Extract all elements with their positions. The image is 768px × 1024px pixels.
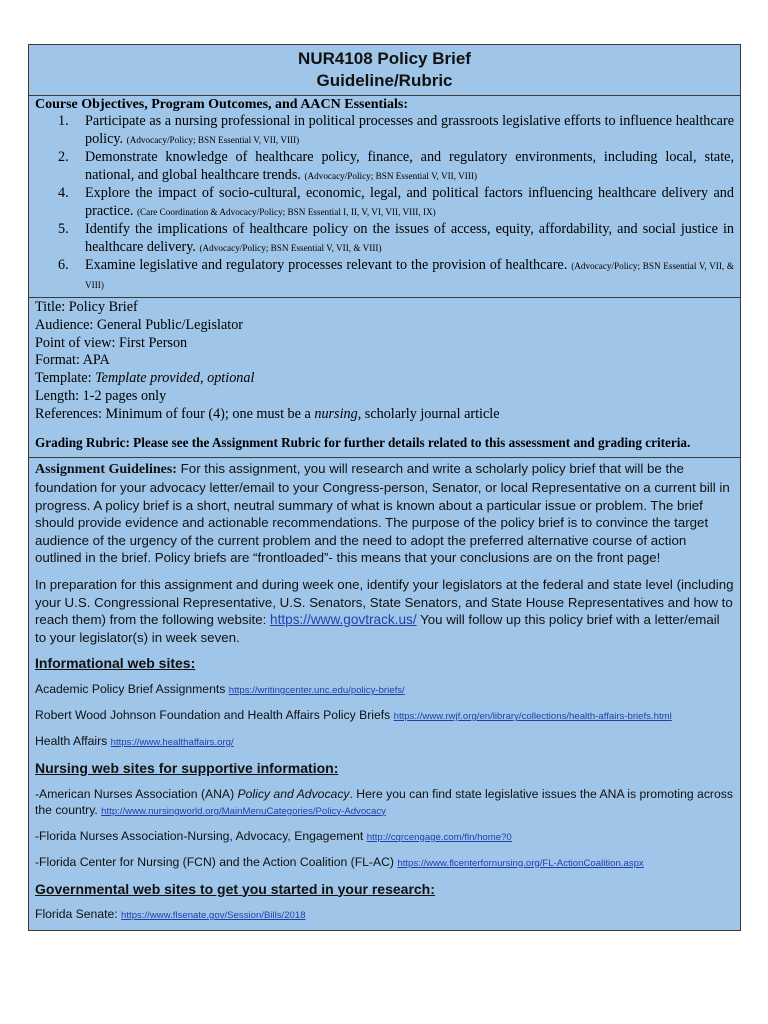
document-subtitle: Guideline/Rubric [316,71,453,90]
informational-sites-heading: Informational web sites: [35,655,196,672]
nursing-site-row: -Florida Center for Nursing (FCN) and the Action Coalition (FL-AC) https://www.flcenterfornursing.org/FL-ActionCoalition.aspx [35,854,644,869]
detail-template: Template: Template provided, optional [35,370,255,387]
rubric-document [28,44,741,931]
objective-text: Explore the impact of socio-cultural, economic, legal, and political factors influencing healthcare delivery and practice. [85,185,734,219]
detail-point-of-view: Point of view: First Person [35,334,188,351]
nursing-site-row: -Florida Nurses Association-Nursing, Advocacy, Engagement http://cqrcengage.com/fln/home?0 [35,828,512,843]
info-site-link[interactable]: https://writingcenter.unc.edu/policy-briefs/ [228,684,405,696]
objective-ref: (Advocacy/Policy; BSN Essential V, VII, & VIII) [85,261,735,290]
objective-text: Participate as a nursing professional in political processes and grassroots legislative efforts to influence healthcare policy. [85,113,734,147]
florida-senate-link[interactable]: https://www.flsenate.gov/Session/Bills/2018 [121,910,306,922]
assignment-guidelines [29,458,740,930]
ana-link[interactable]: http://www.nursingworld.org/MainMenuCategories/Policy-Advocacy [101,805,386,817]
fcn-link[interactable]: https://www.flcenterfornursing.org/FL-ActionCoalition.aspx [397,857,644,869]
info-site-row: Academic Policy Brief Assignments https://writingcenter.unc.edu/policy-briefs/ [35,681,405,696]
objective-item: 1. Participate as a nursing professional in political processes and grassroots legislative efforts to influence healthcare policy. (Advocacy/Policy; BSN Essential V, VII, VIII) [58,113,734,147]
guidelines-paragraph: Assignment Guidelines: For this assignment, you will research and write a scholarly policy brief that will be the foundation for your advocacy letter/email to your Congress-person, Senator, or local Representative on a current bill in progress. A policy brief is a short, neutral summary of what is known about a particular issue or problem. The brief should provide evidence and actionable recommendations. The purpose of the policy brief is to convince the target audience of the urgency of the current problem and the need to adopt the preferred alternative course of action outlined in the brief. Policy briefs are “frontloaded”- this means that your conclusions are on the front page! [35,461,730,566]
detail-title: Title: Policy Brief [35,299,138,315]
objective-ref: (Advocacy/Policy; BSN Essential V, VII, & VIII) [199,242,382,253]
fna-link[interactable]: http://cqrcengage.com/fln/home?0 [366,831,512,843]
objective-text: Identify the implications of healthcare policy on the issues of access, equity, affordability, and social justice in healthcare delivery. [85,221,734,255]
objective-item: 4. Explore the impact of socio-cultural, economic, legal, and political factors influencing healthcare delivery and practice. (Care Coordination & Advocacy/Policy; BSN Essential I, II, V, VI, VII, VIII, IX) [58,185,734,219]
objective-text: Examine legislative and regulatory processes relevant to the provision of healthcare. [85,257,568,273]
detail-audience: Audience: General Public/Legislator [35,316,244,333]
nursing-site-row: -American Nurses Association (ANA) Policy and Advocacy. Here you can find state legislative issues the ANA is promoting across the country. http://www.nursingworld.org/MainMenuCategories/Policy-Advocacy [35,786,733,817]
info-site-link[interactable]: https://www.rwjf.org/en/library/collections/health-affairs-briefs.html [393,710,672,722]
info-site-row: Health Affairs https://www.healthaffairs.org/ [35,733,234,748]
info-site-link[interactable]: https://www.healthaffairs.org/ [110,736,234,748]
objective-ref: (Advocacy/Policy; BSN Essential V, VII, VIII) [126,134,300,145]
document-title: NUR4108 Policy Brief [298,49,471,68]
legislators-paragraph: In preparation for this assignment and during week one, identify your legislators at the federal and state level (including your U.S. Congressional Representative, U.S. Senators, State Senators, and State House Representatives and how to reach them) from the following website: https://www.govtrack.us/ You will follow up this policy brief with a letter/email to your legislator(s) in week seven. [35,576,734,645]
objective-ref: (Care Coordination & Advocacy/Policy; BSN Essential I, II, V, VI, VII, VIII, IX) [136,206,436,217]
detail-references: References: Minimum of four (4); one must be a nursing, scholarly journal article [35,405,500,422]
objective-item: 5. Identify the implications of healthcare policy on the issues of access, equity, affordability, and social justice in healthcare delivery. (Advocacy/Policy; BSN Essential V, VII, & VIII) [58,221,734,255]
assignment-details [29,298,740,458]
objectives-section [29,96,740,298]
gov-site-row: Florida Senate: https://www.flsenate.gov/Session/Bills/2018 [35,907,306,922]
guidelines-lead: Assignment Guidelines: [35,462,177,478]
objectives-heading: Course Objectives, Program Outcomes, and AACN Essentials: [35,97,409,112]
objectives-list [35,113,734,294]
objective-item: 6. Examine legislative and regulatory processes relevant to the provision of healthcare. (Advocacy/Policy; BSN Essential V, VII, & VIII) [58,257,735,290]
document-header [29,45,740,96]
nursing-sites-heading: Nursing web sites for supportive information: [35,759,339,776]
objective-text: Demonstrate knowledge of healthcare policy, finance, and regulatory environments, including local, state, national, and global healthcare trends. [85,149,734,183]
info-site-row: Robert Wood Johnson Foundation and Health Affairs Policy Briefs https://www.rwjf.org/en/library/collections/health-affairs-briefs.html [35,707,672,722]
objective-ref: (Advocacy/Policy; BSN Essential V, VII, VIII) [304,170,478,181]
governmental-sites-heading: Governmental web sites to get you started in your research: [35,880,435,897]
detail-format: Format: APA [35,352,110,369]
govtrack-link[interactable]: https://www.govtrack.us/ [270,612,417,628]
objective-item: 2. Demonstrate knowledge of healthcare policy, finance, and regulatory environments, including local, state, national, and global healthcare trends. (Advocacy/Policy; BSN Essential V, VII, VIII) [58,149,734,183]
detail-length: Length: 1-2 pages only [35,387,167,404]
grading-rubric-note: Grading Rubric: Please see the Assignment Rubric for further details related to this assessment and grading criteria. [35,434,691,450]
